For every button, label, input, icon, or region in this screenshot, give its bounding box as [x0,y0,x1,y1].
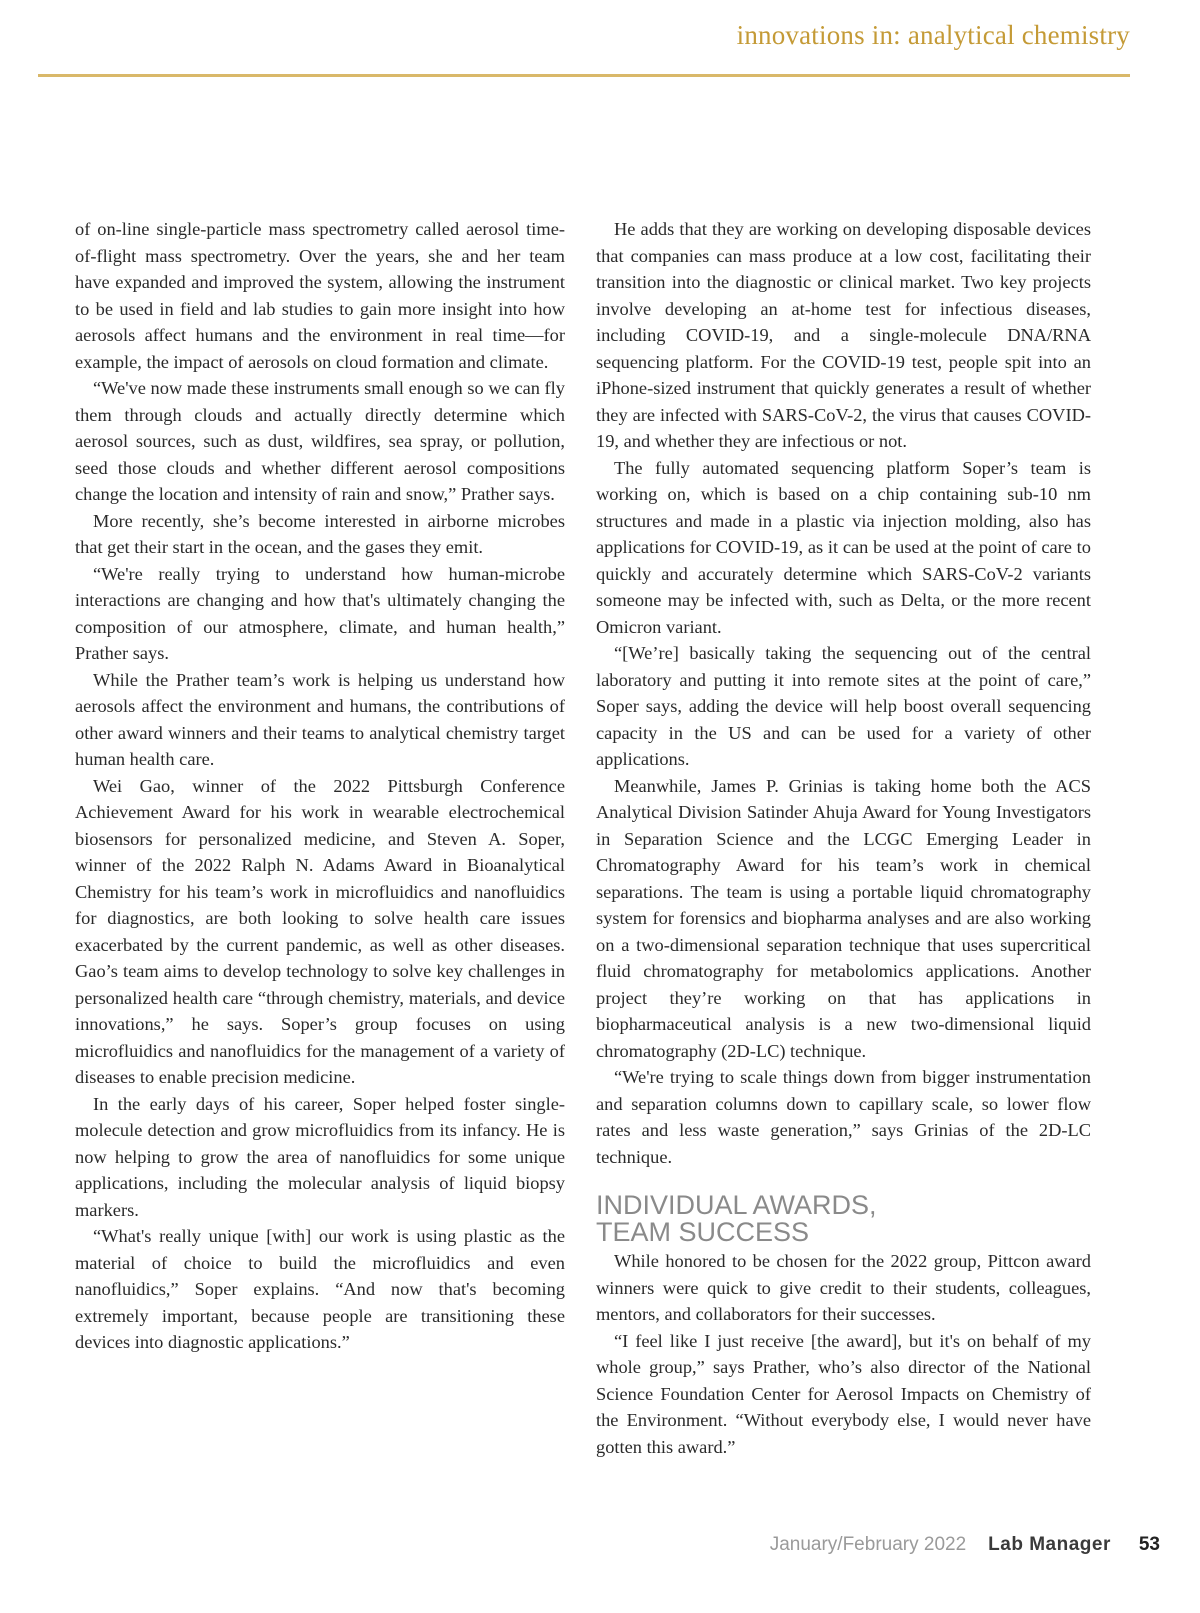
article-column-right [596,216,1091,1460]
paragraph: More recently, she’s become interested in airborne microbes that get their start in the ocean, and the gases they emit. [75,510,565,557]
section-heading [596,1192,1091,1246]
paragraph: Wei Gao, winner of the 2022 Pittsburgh Conference Achievement Award for his work in wearable electrochemical biosensors for personalized medicine, and Steven A. Soper, winner of the 2022 Ralph N. Adams Award in Bioanalytical Chemistry for his team’s work in microfluidics and nanofluidics for diagnostics, are both looking to solve health care issues exacerbated by the current pandemic, as well as other diseases. Gao’s team aims to develop technology to solve key challenges in personalized health care “through chemistry, materials, and device innovations,” he says. Soper’s group focuses on using microfluidics and nanofluidics for the management of a variety of diseases to enable precision medicine. [75,775,565,1087]
paragraph: “We're trying to scale things down from bigger instrumentation and separation columns down to capillary scale, so lower flow rates and less waste generation,” says Grinias of the 2D-LC technique. [596,1067,1091,1167]
page-number: 53 [1138,1534,1160,1555]
paragraph: “[We’re] basically taking the sequencing out of the central laboratory and putting it into remote sites at the point of care,” Soper says, adding the device will help boost overall sequencing capacity in the US and can be used for a variety of other applications. [596,643,1091,769]
issue-date: January/February 2022 [769,1534,967,1555]
paragraph: While the Prather team’s work is helping us understand how aerosols affect the environment and humans, the contributions of other award winners and their teams to analytical chemistry target human health care. [75,669,565,769]
paragraph: “We've now made these instruments small enough so we can fly them through clouds and actually directly determine which aerosol sources, such as dust, wildfires, sea spray, or pollution, seed those clouds and whether different aerosol compositions change the location and intensity of rain and snow,” Prather says. [75,378,565,504]
paragraph: While honored to be chosen for the 2022 group, Pittcon award winners were quick to give credit to their students, colleagues, mentors, and collaborators for their successes. [596,1251,1091,1324]
paragraph: In the early days of his career, Soper helped foster single-molecule detection and grow microfluidics from its infancy. He is now helping to grow the area of nanofluidics for some unique applications, including the molecular analysis of liquid biopsy markers. [75,1093,565,1220]
paragraph: The fully automated sequencing platform Soper’s team is working on, which is based on a chip containing sub-10 nm structures and made in a plastic via injection molding, also has applications for COVID-19, as it can be used at the point of care to quickly and accurately determine which SARS-CoV-2 variants someone may be infected with, such as Delta, or the more recent Omicron variant. [596,457,1091,637]
section-heading-line-1: INDIVIDUAL AWARDS, [596,1190,877,1220]
section-heading-line-2: TEAM SUCCESS [596,1217,810,1247]
article-column-left [75,216,565,1356]
paragraph: “We're really trying to understand how human-microbe interactions are changing and how that's ultimately changing the composition of our atmosphere, climate, and human health,” Prather says. [75,563,565,663]
page-footer [770,1534,1160,1556]
paragraph: “What's really unique [with] our work is using plastic as the material of choice to build the microfluidics and even nanofluidics,” Soper explains. “And now that's becoming extremely important, because people are transitioning these devices into diagnostic applications.” [75,1226,565,1352]
paragraph: “I feel like I just receive [the award], but it's on behalf of my whole group,” says Prather, who’s also director of the National Science Foundation Center for Aerosol Impacts on Chemistry of the Environment. “Without everybody else, I would never have gotten this award.” [596,1330,1091,1457]
paragraph: He adds that they are working on developing disposable devices that companies can mass produce at a low cost, facilitating their transition into the diagnostic or clinical market. Two key projects involve developing an at-home test for infectious diseases, including COVID-19, and a single-molecule DNA/RNA sequencing platform. For the COVID-19 test, people spit into an iPhone-sized instrument that quickly generates a result of whether they are infected with SARS-CoV-2, the virus that causes COVID-19, and whether they are infectious or not. [596,219,1091,451]
publication-name: Lab Manager [988,1534,1111,1555]
section-header-title: innovations in: analytical chemistry [736,20,1130,50]
paragraph: of on-line single-particle mass spectrometry called aerosol time-of-flight mass spectrometry. Over the years, she and her team have expanded and improved the system, allowing the instrument to be used in field and lab studies to gain more insight into how aerosols affect humans and the environment in real time—for example, the impact of aerosols on cloud formation and climate. [75,219,565,372]
paragraph: Meanwhile, James P. Grinias is taking home both the ACS Analytical Division Satinder Ahuja Award for Young Investigators in Separation Science and the LCGC Emerging Leader in Chromatography Award for his team’s work in chemical separations. The team is using a portable liquid chromatography system for forensics and biopharma analyses and are also working on a two-dimensional separation technique that uses supercritical fluid chromatography for metabolomics applications. Another project they’re working on that has applications in biopharmaceutical analysis is a new two-dimensional liquid chromatography (2D-LC) technique. [596,775,1091,1061]
header-divider [38,74,1130,77]
